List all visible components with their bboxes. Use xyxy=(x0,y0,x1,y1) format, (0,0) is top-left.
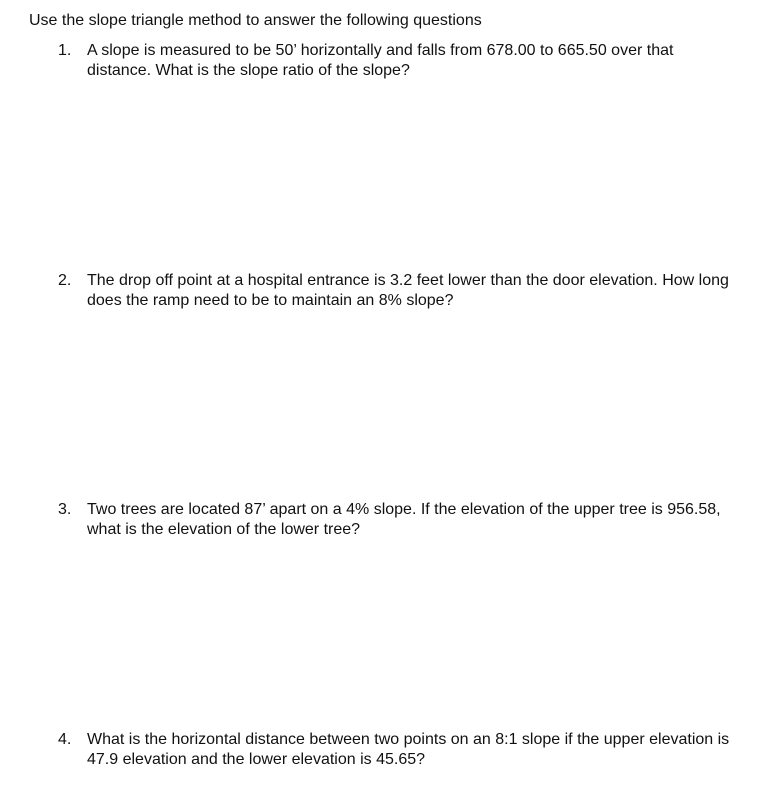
question-4 xyxy=(58,730,758,770)
question-number: 2. xyxy=(58,272,72,289)
question-1 xyxy=(58,41,758,81)
question-number: 1. xyxy=(58,42,72,59)
question-text: A slope is measured to be 50’ horizontally and falls from 678.00 to 665.50 over that distance. What is the slope ratio of the slope? xyxy=(87,42,674,79)
question-text: What is the horizontal distance between two points on an 8:1 slope if the upper elevation is 47.9 elevation and the lower elevation is 45.65? xyxy=(87,731,730,768)
question-text: Two trees are located 87’ apart on a 4% slope. If the elevation of the upper tree is 956.58, what is the elevation of the lower tree? xyxy=(87,501,721,538)
worksheet-instructions: Use the slope triangle method to answer the following questions xyxy=(29,12,482,29)
question-number: 4. xyxy=(58,731,72,748)
question-3 xyxy=(58,500,758,540)
question-number: 3. xyxy=(58,501,72,518)
question-2 xyxy=(58,271,758,311)
question-text: The drop off point at a hospital entrance is 3.2 feet lower than the door elevation. How long does the ramp need to be to maintain an 8% slope? xyxy=(87,272,729,309)
